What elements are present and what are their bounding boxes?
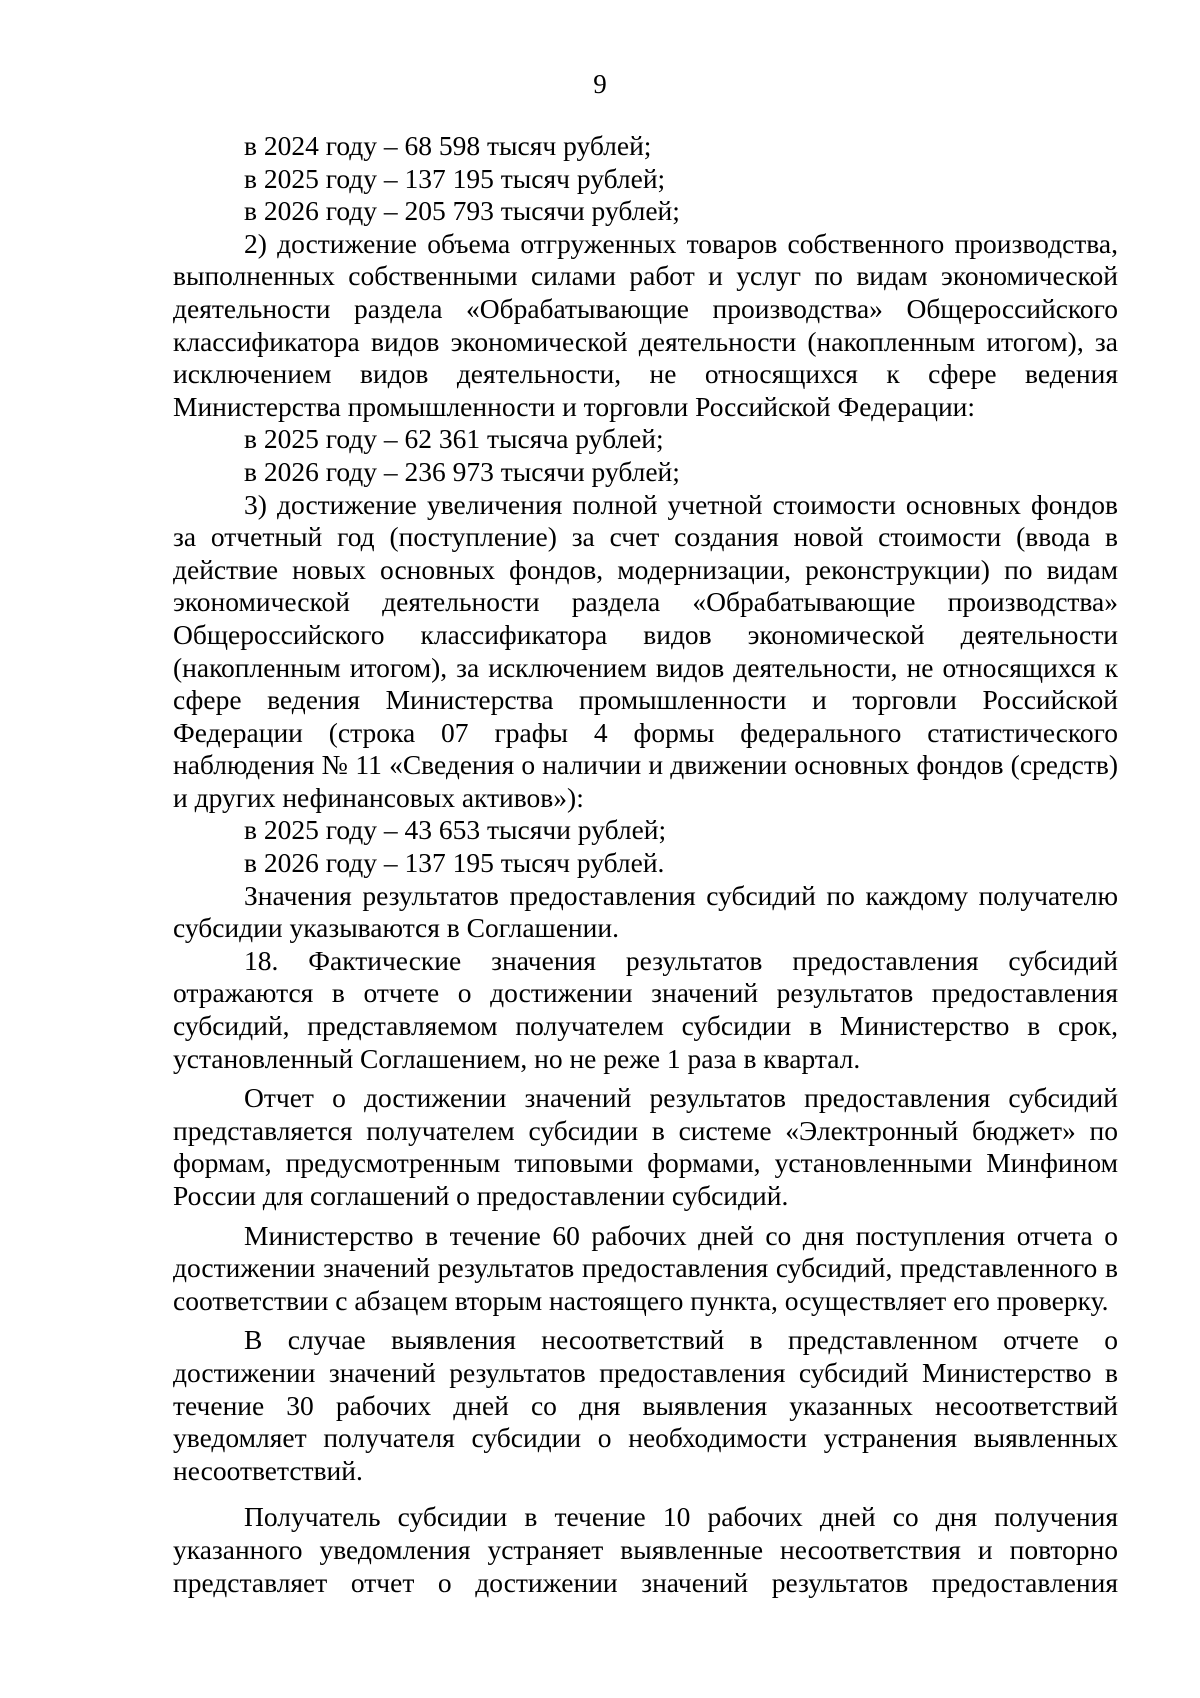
text-line: Отчет о достижении значений результатов предоставления субсидий — [244, 1082, 1118, 1114]
text-line: в 2024 году – 68 598 тысяч рублей; — [244, 130, 652, 161]
text-line: формам, предусмотренным типовыми формами, установленными Минфином — [173, 1147, 1118, 1179]
text-line: представляется получателем субсидии в системе «Электронный бюджет» по — [173, 1114, 1118, 1146]
text-line: представляет отчет о достижении значений результатов предоставления — [173, 1566, 1118, 1598]
text-line: субсидий, представляемом получателем субсидии в Министерство в срок, — [173, 1010, 1118, 1042]
text-line: наблюдения № 11 «Сведения о наличии и движении основных фондов (средств) — [173, 749, 1118, 781]
text-line: Значения результатов предоставления субсидий по каждому получателю — [244, 879, 1118, 911]
text-line: Министерство в течение 60 рабочих дней со дня поступления отчета о — [244, 1219, 1118, 1251]
text-line: выполненных собственными силами работ и услуг по видам экономической — [173, 260, 1118, 292]
text-line: России для соглашений о предоставлении субсидий. — [173, 1180, 789, 1211]
text-line: и других нефинансовых активов»): — [173, 781, 584, 813]
document-body — [173, 130, 1118, 1599]
text-line: экономической деятельности раздела «Обрабатывающие производства» — [173, 586, 1118, 618]
text-line: в 2026 году – 236 973 тысячи рублей; — [244, 455, 680, 487]
text-line: Министерства промышленности и торговли Российской Федерации: — [173, 390, 976, 422]
text-line: 3) достижение увеличения полной учетной стоимости основных фондов — [244, 488, 1118, 520]
text-line: (накопленным итогом), за исключением видов деятельности, не относящихся к — [173, 651, 1118, 683]
text-line: указанного уведомления устраняет выявленные несоответствия и повторно — [173, 1533, 1118, 1565]
text-line: несоответствий. — [173, 1454, 363, 1486]
text-line: деятельности раздела «Обрабатывающие производства» Общероссийского — [173, 292, 1118, 324]
page-number: 9 — [593, 69, 607, 99]
text-line: отражаются в отчете о достижении значений результатов предоставления — [173, 977, 1118, 1009]
text-line: течение 30 рабочих дней со дня выявления указанных несоответствий — [173, 1389, 1118, 1421]
text-line: В случае выявления несоответствий в представленном отчете о — [244, 1324, 1118, 1356]
text-line: Общероссийского классификатора видов экономической деятельности — [173, 618, 1118, 650]
text-line: в 2025 году – 137 195 тысяч рублей; — [244, 162, 666, 194]
text-line: действие новых основных фондов, модернизации, реконструкции) по видам — [173, 553, 1118, 585]
text-line: субсидии указываются в Соглашении. — [173, 912, 619, 944]
text-line: достижении значений результатов предоставления субсидий Министерство в — [173, 1356, 1118, 1388]
text-line: Федерации (строка 07 графы 4 формы федерального статистического — [173, 716, 1118, 748]
text-line: классификатора видов экономической деятельности (накопленным итогом), за — [173, 325, 1118, 357]
text-line: уведомляет получателя субсидии о необходимости устранения выявленных — [173, 1422, 1118, 1454]
text-line: достижении значений результатов предоставления субсидий, представленного в — [173, 1252, 1118, 1284]
text-line: за отчетный год (поступление) за счет создания новой стоимости (ввода в — [173, 521, 1118, 553]
text-line: в 2025 году – 43 653 тысячи рублей; — [244, 814, 667, 846]
text-line: соответствии с абзацем вторым настоящего пункта, осуществляет его проверку. — [173, 1284, 1109, 1316]
text-line: в 2026 году – 137 195 тысяч рублей. — [244, 847, 665, 879]
text-line: 2) достижение объема отгруженных товаров собственного производства, — [244, 227, 1118, 259]
text-line: в 2026 году – 205 793 тысячи рублей; — [244, 195, 680, 227]
text-line: исключением видов деятельности, не относящихся к сфере ведения — [173, 358, 1118, 390]
text-line: Получатель субсидии в течение 10 рабочих дней со дня получения — [244, 1501, 1118, 1533]
text-line: сфере ведения Министерства промышленности и торговли Российской — [173, 684, 1118, 716]
text-line: 18. Фактические значения результатов предоставления субсидий — [244, 944, 1118, 976]
text-line: установленный Соглашением, но не реже 1 раза в квартал. — [173, 1042, 861, 1074]
text-line: в 2025 году – 62 361 тысяча рублей; — [244, 423, 664, 455]
